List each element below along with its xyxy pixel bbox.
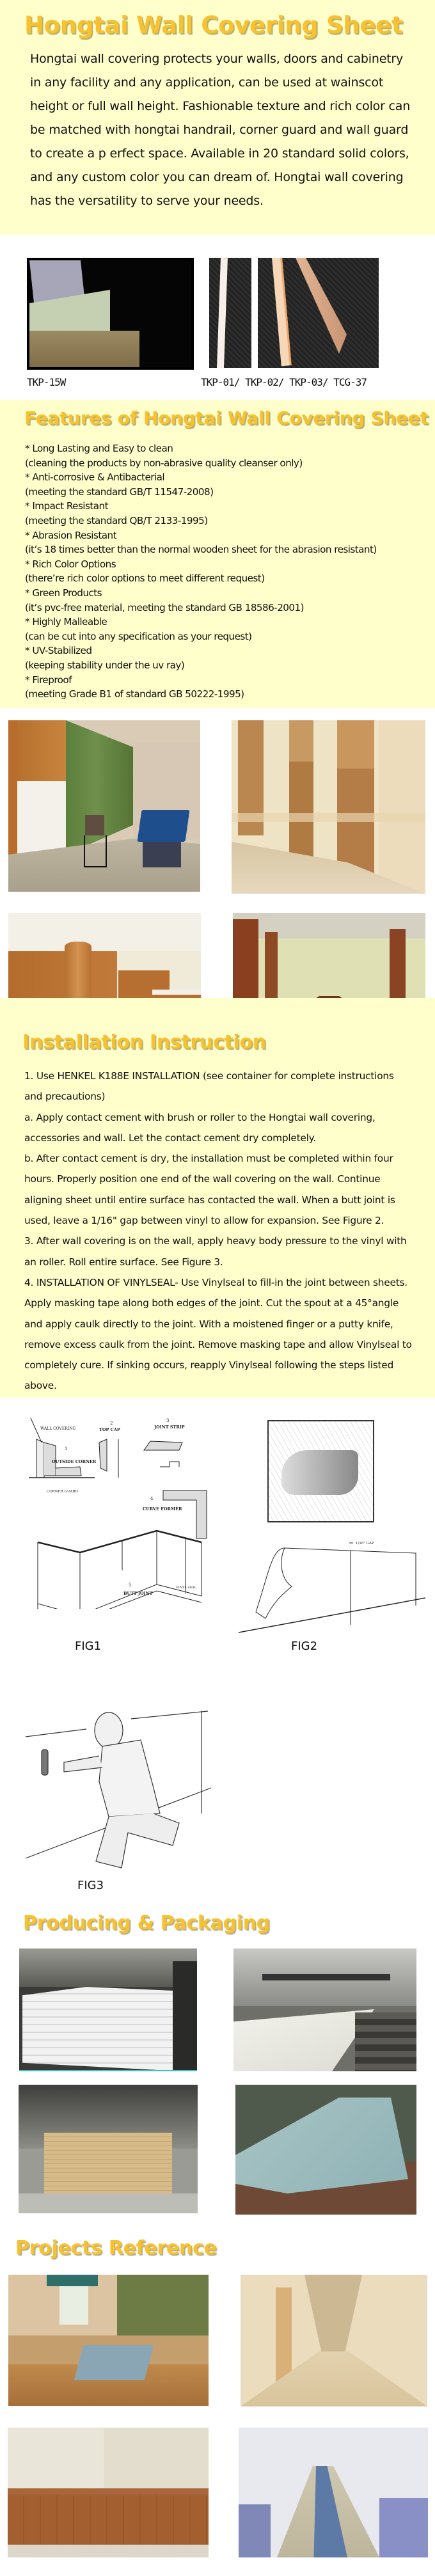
annotation-4: 4 (150, 1496, 154, 1501)
feature-line: (it’s 18 times better than the normal wooden sheet for the abrasion resistant) (25, 544, 377, 556)
installation-step: 3. After wall covering is on the wall, apply heavy body pressure to the vinyl with an roller. Roll entire surface. See Figure 3. (24, 1235, 407, 1268)
feature-line: (can be cut into any specification as your request) (25, 630, 252, 642)
annotation-curve-former: CURVE FORMER (143, 1506, 182, 1512)
product-caption: TKP-15W (27, 376, 66, 388)
annotation-outside-corner: OUTSIDE CORNER (52, 1459, 97, 1464)
feature-line: * Highly Malleable (25, 616, 107, 628)
annotation-top-cap: TOP CAP (99, 1427, 120, 1432)
installation-section (0, 998, 435, 1398)
annotation-joint-strip: JOINT STRIP (154, 1425, 185, 1430)
projects-title: Projects Reference (15, 2237, 217, 2259)
wall-covering-sheet-samples-image (27, 258, 194, 370)
installation-step: 4. INSTALLATION OF VINYLSEAL- Use Vinylseal to fill-in the joint between sheets. Apply masking tape along both edges of the joint. Cut the spout at a 45°angle and apply caulk directly to the joint. With a moistened finger or a putty knife, remove excess caulk from the joint. Remove masking tape and allow Vinylseal to completely cure. If sinking occurs, reapply Vinylseal following the steps listed above. (24, 1276, 412, 1392)
corridor-door-protection-image (232, 720, 425, 894)
fig1-diagram (29, 1417, 221, 1609)
feature-line: * Rich Color Options (25, 558, 116, 570)
intro-section (0, 0, 435, 235)
feature-line: * UV-Stabilized (25, 645, 92, 657)
annotation-butt-joint: BUTT JOINT (123, 1591, 153, 1596)
annotation-corner-guard: CORNER GUARD (47, 1490, 78, 1494)
feature-line: * Green Products (25, 587, 102, 599)
installation-figures (0, 1398, 435, 1897)
patient-bedroom-image (8, 2275, 209, 2406)
annotation-vinyl-seal: VINYL SEAL (176, 1586, 197, 1590)
producing-title: Producing & Packaging (23, 1912, 270, 1934)
feature-line: * Fireproof (25, 674, 72, 686)
product-caption: TKP-01/ TKP-02/ TKP-03/ TCG-37 (201, 376, 367, 388)
annotation-5: 5 (129, 1583, 132, 1588)
fig1-label: FIG1 (75, 1640, 102, 1653)
features-section (0, 400, 435, 708)
annotation-gap: 1/16" GAP (356, 1542, 374, 1545)
stacked-sheets-pallet-image (19, 2085, 198, 2213)
sheet-extrusion-line-image (233, 1948, 416, 2071)
feature-line: (keeping stability under the uv ray) (25, 659, 185, 671)
installation-step: 1. Use HENKEL K188E INSTALLATION (see container for complete instructions and precautions) (24, 1070, 394, 1103)
feature-line: (there’re rich color options to meet different request) (25, 573, 265, 585)
page-title: Hongtai Wall Covering Sheet (24, 12, 403, 39)
beige-corridor-image (241, 2275, 427, 2406)
features-list (25, 441, 377, 702)
installation-step: b. After contact cement is dry, the installation must be completed within four hours. Properly position one end of the wall covering on the wall. Continue aligning sheet until entire surface has contacted the wall. When a butt joint is used, leave a 1/16" gap between vinyl to allow for expansion. See Figure 2. (24, 1153, 395, 1227)
raw-material-bags-image (19, 1948, 197, 2071)
product-samples (0, 235, 435, 400)
trim-profiles-image (209, 258, 379, 368)
fig3-label: FIG3 (77, 1879, 104, 1892)
projects-section (0, 2236, 435, 2576)
wooden-crate-packaging-image (235, 2085, 416, 2215)
fig3-roller-illustration (26, 1686, 211, 1871)
features-title: Features of Hongtai Wall Covering Sheet (24, 407, 429, 429)
annotation-wall-covering: WALL COVERING (40, 1426, 76, 1431)
annotation-1: 1 (65, 1446, 68, 1451)
application-gallery (0, 708, 435, 996)
feature-line: (meeting Grade B1 of standard GB 50222-1995) (25, 688, 244, 700)
fig2-label: FIG2 (291, 1640, 318, 1653)
feature-line: * Impact Resistant (25, 500, 108, 512)
feature-line: * Long Lasting and Easy to clean (25, 443, 173, 454)
installation-step: a. Apply contact cement with brush or roller to the Hongtai wall covering, accessories and wall. Let the contact cement dry completely. (24, 1111, 376, 1144)
producing-section (0, 1897, 435, 2236)
feature-line: (meeting the standard GB/T 11547-2008) (25, 486, 214, 498)
fig2-hand-press-illustration (267, 1420, 374, 1522)
intro-paragraph: Hongtai wall covering protects your walls, doors and cabinetry in any facility and any application, can be used at wainscot height or full wall height. Fashionable texture and rich color can be matched with hongtai handrail, corner guard and wall guard to create a p erfect space. Available in 20 standard solid colors, and any custom color you can dream of. Hongtai wall covering has the versatility to serve your needs. (30, 52, 411, 208)
hospital-exam-room-image (8, 720, 200, 892)
feature-line: (cleaning the products by non-abrasive quality cleanser only) (25, 457, 303, 469)
feature-line: (meeting the standard QB/T 2133-1995) (25, 514, 208, 526)
annotation-2: 2 (110, 1421, 113, 1426)
blue-wainscot-corridor-image (239, 2428, 428, 2557)
installation-steps (24, 1066, 415, 1396)
installation-title: Installation Instruction (22, 1031, 266, 1054)
feature-line: (it’s pvc-free material, meeting the standard GB 18586-2001) (25, 601, 304, 613)
fig2-sheet-diagram (237, 1535, 425, 1650)
feature-line: * Anti-corrosive & Antibacterial (25, 471, 165, 484)
feature-line: * Abrasion Resistant (25, 529, 116, 541)
annotation-3: 3 (166, 1418, 170, 1423)
wood-wainscot-corner-image (8, 2428, 209, 2557)
